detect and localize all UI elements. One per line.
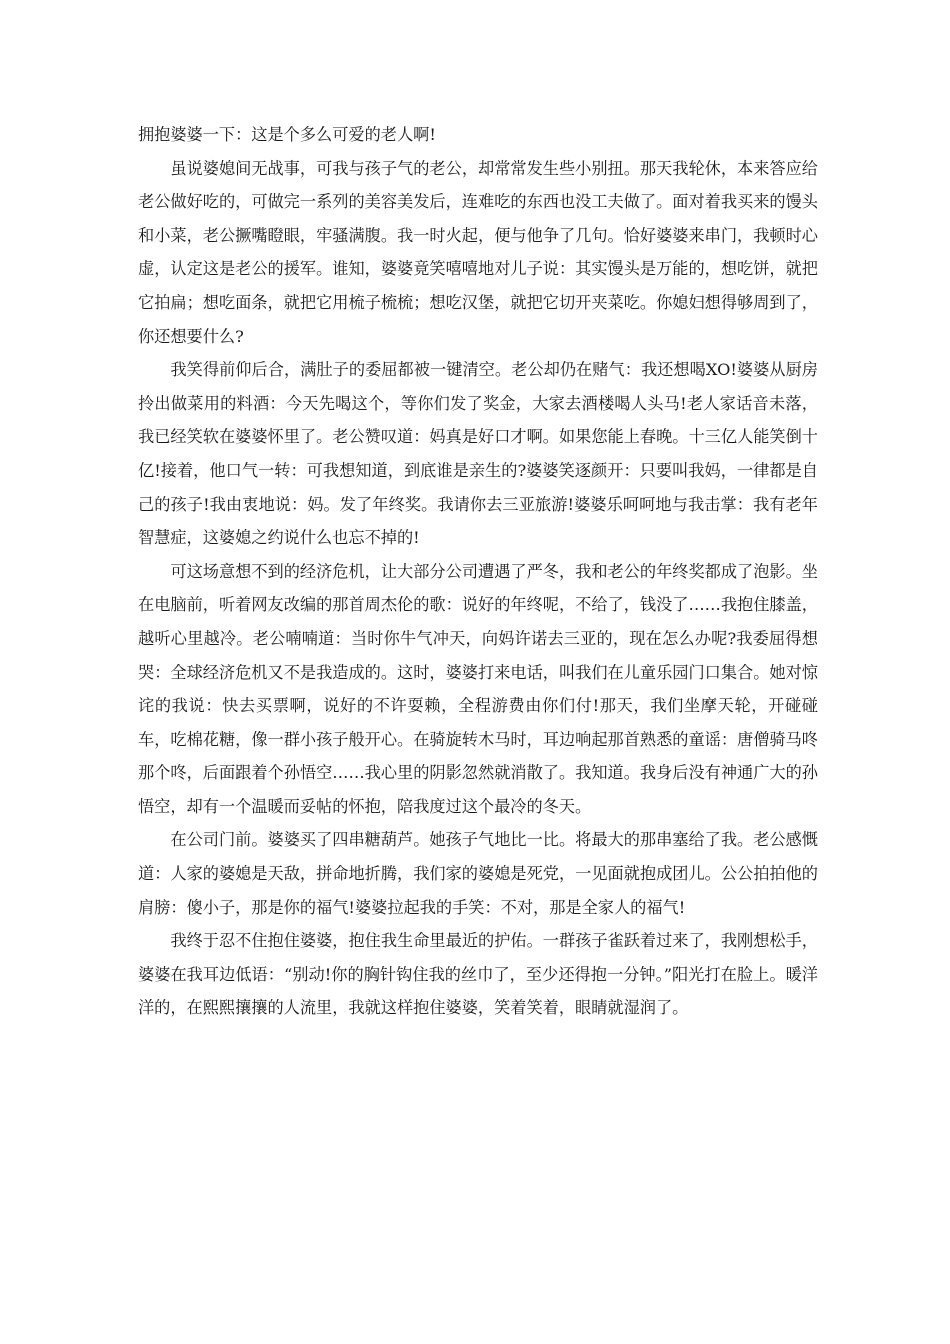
document-page <box>138 118 818 1025</box>
paragraph-6: 我终于忍不住抱住婆婆，抱住我生命里最近的护佑。一群孩子雀跃着过来了，我刚想松手，婆婆在我耳边低语：“别动!你的胸针钩住我的丝巾了，至少还得抱一分钟。”阳光打在脸上。暖洋洋的，在熙熙攘攘的人流里，我就这样抱住婆婆，笑着笑着，眼睛就湿润了。 <box>138 931 818 1018</box>
paragraph-2: 虽说婆媳间无战事，可我与孩子气的老公，却常常发生些小别扭。那天我轮休，本来答应给老公做好吃的，可做完一系列的美容美发后，连难吃的东西也没工夫做了。面对着我买来的馒头和小菜，老公撅嘴瞪眼，牢骚满腹。我一时火起，便与他争了几句。恰好婆婆来串门，我顿时心虚，认定这是老公的援军。谁知，婆婆竟笑嘻嘻地对儿子说：其实馒头是万能的，想吃饼，就把它拍扁；想吃面条，就把它用梳子梳梳；想吃汉堡，就把它切开夹菜吃。你媳妇想得够周到了，你还想要什么? <box>138 158 818 346</box>
paragraph-1: 拥抱婆婆一下：这是个多么可爱的老人啊! <box>138 125 436 144</box>
paragraph-5: 在公司门前。婆婆买了四串糖葫芦。她孩子气地比一比。将最大的那串塞给了我。老公感慨道：人家的婆媳是天敌，拼命地折腾，我们家的婆媳是死党，一见面就抱成团儿。公公拍拍他的肩膀：傻小子，那是你的福气!婆婆拉起我的手笑：不对，那是全家人的福气! <box>138 830 818 917</box>
paragraph-4: 可这场意想不到的经济危机，让大部分公司遭遇了严冬，我和老公的年终奖都成了泡影。坐在电脑前，听着网友改编的那首周杰伦的歌：说好的年终呢，不给了，钱没了……我抱住膝盖，越听心里越冷。老公喃喃道：当时你牛气冲天，向妈许诺去三亚的，现在怎么办呢?我委屈得想哭：全球经济危机又不是我造成的。这时，婆婆打来电话，叫我们在儿童乐园门口集合。她对惊诧的我说：快去买票啊，说好的不许耍赖，全程游费由你们付!那天，我们坐摩天轮，开碰碰车，吃棉花糖，像一群小孩子般开心。在骑旋转木马时，耳边响起那首熟悉的童谣：唐僧骑马咚那个咚，后面跟着个孙悟空……我心里的阴影忽然就消散了。我知道。我身后没有神通广大的孙悟空，却有一个温暖而妥帖的怀抱，陪我度过这个最冷的冬天。 <box>138 561 818 816</box>
paragraph-3: 我笑得前仰后合，满肚子的委屈都被一键清空。老公却仍在赌气：我还想喝XO!婆婆从厨房拎出做菜用的料酒：今天先喝这个，等你们发了奖金，大家去酒楼喝人头马!老人家话音未落，我已经笑软在婆婆怀里了。老公赞叹道：妈真是好口才啊。如果您能上春晚。十三亿人能笑倒十亿!接着，他口气一转：可我想知道，到底谁是亲生的?婆婆笑逐颜开：只要叫我妈，一律都是自己的孩子!我由衷地说：妈。发了年终奖。我请你去三亚旅游!婆婆乐呵呵地与我击掌：我有老年智慧症，这婆媳之约说什么也忘不掉的! <box>138 360 818 548</box>
